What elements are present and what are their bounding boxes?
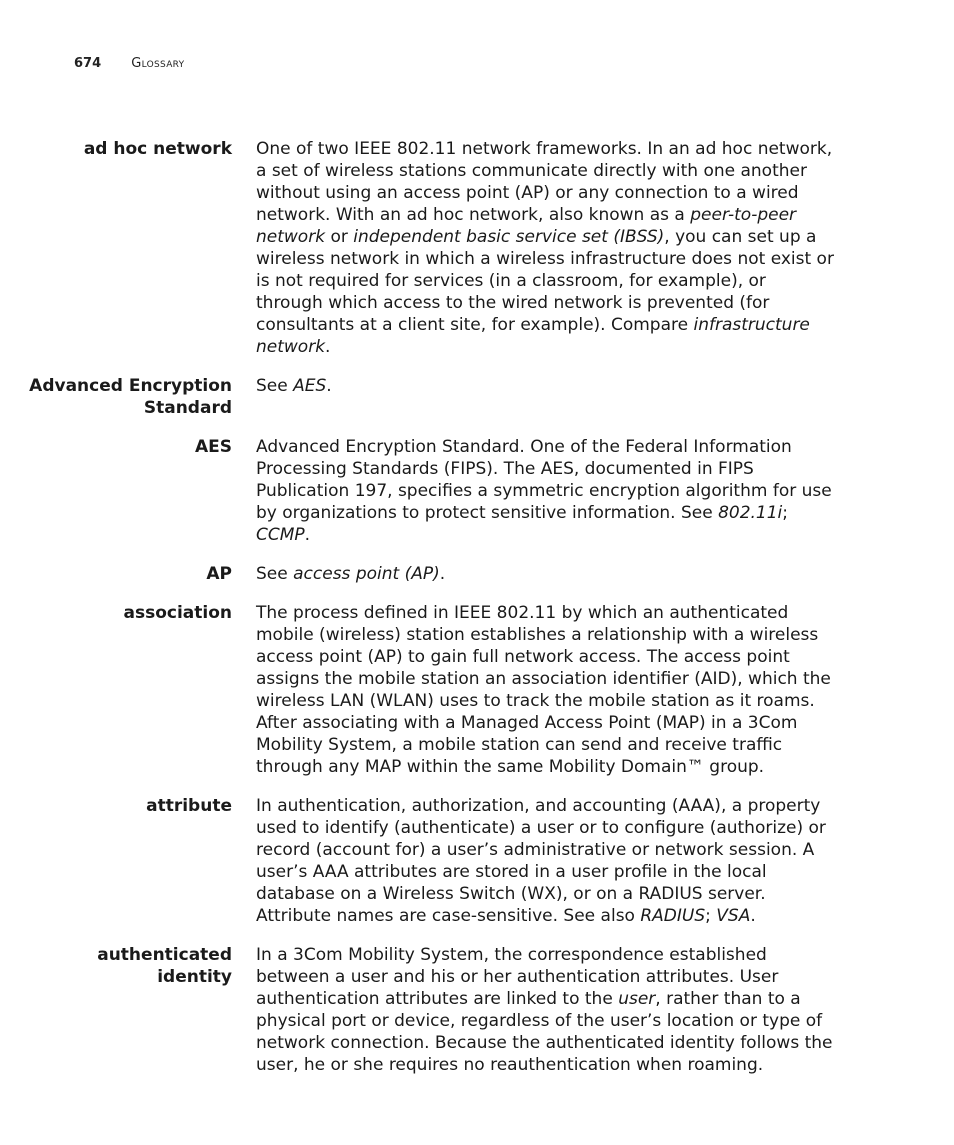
definition-text: , you can set up a wireless network in which a wireless infrastructure does not exist or is not required for services (in a classroom, for example), or through which access to the wired network is prevented (for consultants at a client site, for example). Compare [256, 227, 834, 335]
glossary-entry [0, 602, 954, 778]
glossary-entry [0, 944, 954, 1076]
glossary-term [0, 602, 256, 624]
glossary-term [0, 436, 256, 458]
definition-text: See [256, 376, 294, 396]
glossary-definition [256, 375, 836, 397]
glossary-definition [256, 563, 836, 585]
glossary-term-line: Standard [143, 398, 232, 418]
definition-text: . [439, 564, 446, 584]
glossary-term [0, 138, 256, 160]
page-number: 674 [74, 56, 102, 71]
glossary-entry [0, 563, 954, 585]
cross-reference: RADIUS [640, 906, 706, 926]
definition-text: In authentication, authorization, and accounting (AAA), a property used to identify (authenticate) a user or to configure (authorize) or record (account for) a user’s administrative or network session. A user’s AAA attributes are stored in a user profile in the local database on a Wireless Switch (WX), or on a RADIUS server. Attribute names are case-sensitive. See also [256, 796, 826, 926]
glossary-entry [0, 795, 954, 927]
definition-text: or [325, 227, 354, 247]
running-head: Glossary [131, 56, 185, 71]
glossary-term [0, 795, 256, 817]
glossary-term [0, 563, 256, 585]
glossary-entry [0, 375, 954, 419]
glossary-term [0, 375, 256, 419]
definition-text: In a 3Com Mobility System, the correspondence established between a user and his or her authentication attributes. User authentication attributes are linked to the [256, 945, 779, 1009]
glossary-definition [256, 436, 836, 546]
glossary-term-line: authenticated [97, 945, 232, 965]
page-header [74, 56, 184, 71]
glossary-definition [256, 944, 836, 1076]
cross-reference: VSA [716, 906, 751, 926]
glossary-term-line: attribute [146, 796, 232, 816]
cross-reference: AES [293, 376, 327, 396]
cross-reference: infrastructure network [256, 315, 810, 357]
definition-text: See [256, 564, 294, 584]
definition-text: The process defined in IEEE 802.11 by which an authenticated mobile (wireless) station establishes a relationship with a wireless access point (AP) to gain full network access. The access point assigns the mobile station an association identifier (AID), which the wireless LAN (WLAN) uses to track the mobile station as it roams. After associating with a Managed Access Point (MAP) in a 3Com Mobility System, a mobile station can send and receive traffic through any MAP within the same Mobility Domain™ group. [256, 603, 831, 777]
glossary-definition [256, 795, 836, 927]
cross-reference: CCMP [256, 525, 305, 545]
definition-text: ; [705, 906, 717, 926]
cross-reference: peer-to-peer network [256, 205, 797, 247]
definition-text: . [304, 525, 311, 545]
glossary-list [0, 138, 954, 1093]
definition-text: . [325, 337, 331, 357]
glossary-entry [0, 138, 954, 358]
definition-text: . [326, 376, 332, 396]
cross-reference: access point (AP) [293, 564, 440, 584]
definition-text: One of two IEEE 802.11 network frameworks. In an ad hoc network, a set of wireless stations communicate directly with one another without using an access point (AP) or any connection to a wired network. With an ad hoc network, also known as a [256, 139, 833, 225]
glossary-term [0, 944, 256, 988]
cross-reference: independent basic service set (IBSS) [353, 227, 665, 247]
glossary-term-line: Advanced Encryption [29, 376, 232, 396]
glossary-term-line: AP [206, 564, 232, 584]
glossary-term-line: AES [194, 437, 232, 457]
definition-text: , rather than to a physical port or device, regardless of the user’s location or type of network connection. Because the authenticated identity follows the user, he or she requires no reauthentication when roaming. [256, 989, 833, 1075]
glossary-definition [256, 602, 836, 778]
glossary-term-line: ad hoc network [83, 139, 232, 159]
glossary-term-line: association [123, 603, 232, 623]
glossary-definition [256, 138, 836, 358]
definition-text: Advanced Encryption Standard. One of the Federal Information Processing Standards (FIPS). The AES, documented in FIPS Publication 197, specifies a symmetric encryption algorithm for use by organizations to protect sensitive information. See [256, 437, 832, 523]
glossary-entry [0, 436, 954, 546]
definition-text: ; [782, 503, 789, 523]
glossary-term-line: identity [157, 967, 232, 987]
cross-reference: 802.11i [718, 503, 783, 523]
cross-reference: user [618, 989, 656, 1009]
definition-text: . [750, 906, 756, 926]
